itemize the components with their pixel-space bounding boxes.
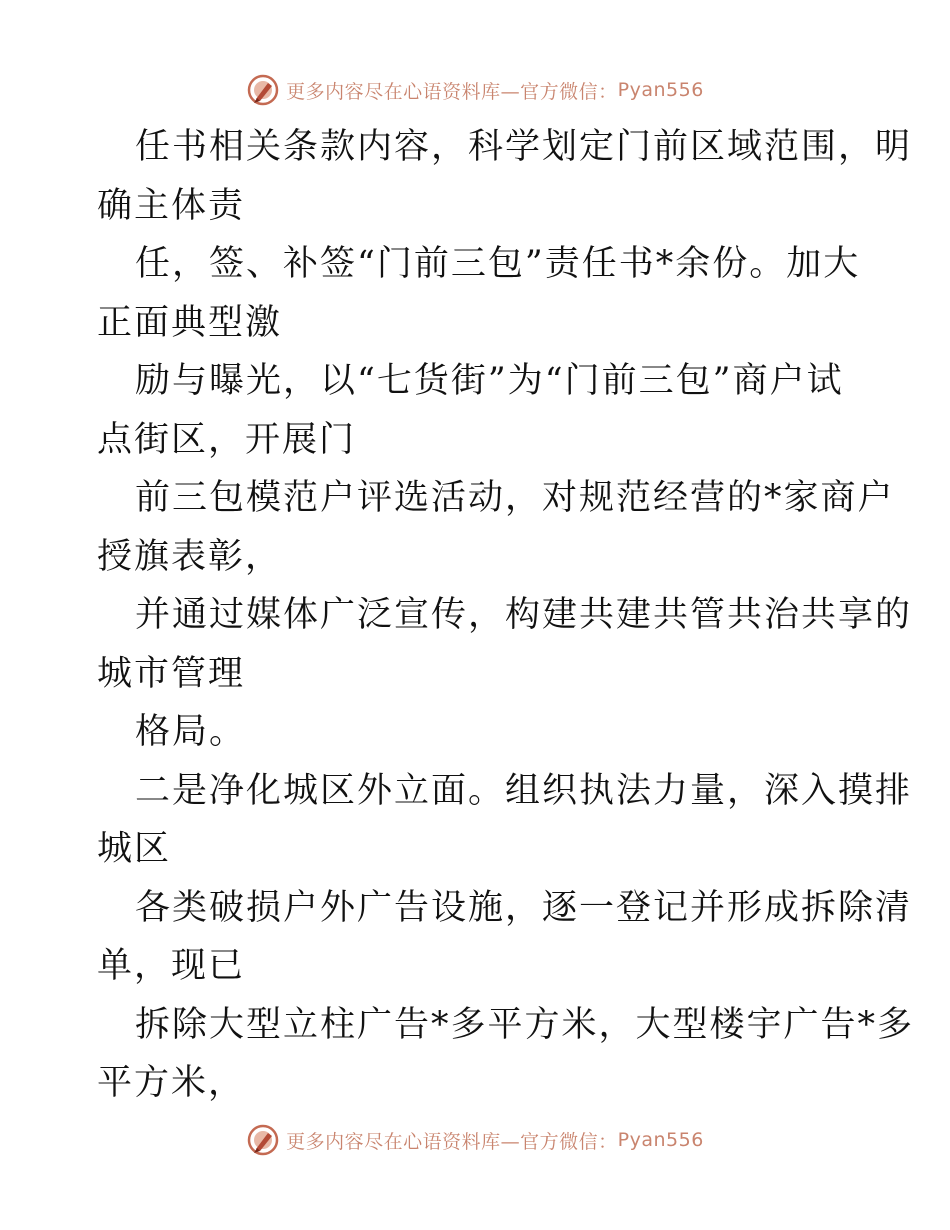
text-line: 正面典型激: [97, 302, 283, 343]
watermark-text: 更多内容尽在心语资料库—官方微信：: [286, 80, 618, 103]
text-line: 任书相关条款内容，科学划定门前区域范围，明: [135, 127, 913, 167]
text-line: 并通过媒体广泛宣传，构建共建共管共治共享的: [135, 595, 913, 635]
text-line: 前三包模范户评选活动，对规范经营的*家商户: [135, 478, 895, 518]
text-line: 授旗表彰，: [97, 536, 283, 577]
text-line: 确主体责: [97, 185, 246, 226]
header-watermark: [0, 72, 950, 108]
text-line: 拆除大型立柱广告*多平方米，大型楼宇广告*多: [135, 1004, 915, 1045]
text-line: 城市管理: [97, 653, 246, 694]
text-line: 励与曝光，以“七货街”为“门前三包”商户试: [135, 361, 844, 401]
text-line: 任，签、补签“门前三包”责任书*余份。加大: [135, 244, 861, 284]
text-line: 平方米，: [97, 1063, 246, 1103]
text-line: 二是净化城区外立面。组织执法力量，深入摸排: [135, 770, 913, 811]
watermark-text: 更多内容尽在心语资料库—官方微信：: [286, 1130, 618, 1153]
text-line: 城区: [97, 829, 172, 869]
text-line: 单，现已: [97, 946, 246, 986]
text-line: 各类破损户外广告设施，逐一登记并形成拆除清: [135, 887, 913, 928]
footer-watermark: [0, 1122, 950, 1158]
pen-seal-logo-icon: [246, 1123, 280, 1157]
text-line: 格局。: [135, 712, 247, 752]
text-line: 点街区，开展门: [97, 419, 357, 460]
pen-seal-logo-icon: [246, 73, 280, 107]
document-body: [97, 118, 915, 1113]
watermark-wechat-id: Pyan556: [617, 1129, 704, 1151]
watermark-wechat-id: Pyan556: [617, 79, 704, 101]
